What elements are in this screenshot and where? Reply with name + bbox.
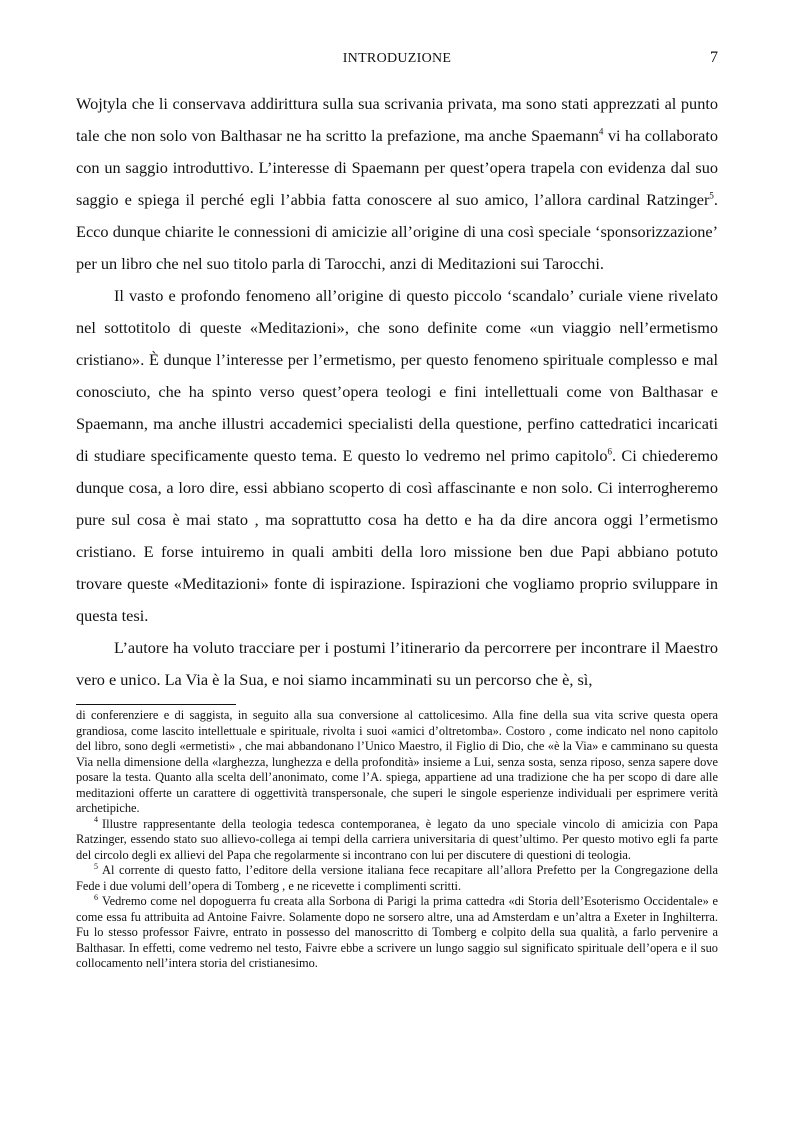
body-text (76, 88, 718, 696)
footnote-6-mark: 6 (94, 892, 98, 902)
paragraph-1-text-c: . Ecco dunque chiarite le connessioni di amicizie all’origine di una così speciale ‘sponsorizzazione’ per un libro che nel suo titolo parla di Tarocchi, anzi di Meditazioni sui Tarocchi. (76, 190, 718, 273)
footnote-ref-5[interactable]: 5 (709, 190, 714, 201)
paragraph-2 (76, 280, 718, 632)
paragraph-2-text-b: . Ci chiederemo dunque cosa, a loro dire, essi abbiano scoperto di così affascinante e non solo. Ci interrogheremo pure sul cosa è mai stato , ma soprattutto cosa ha detto e ha da dire ancora oggi l’ermetismo cristiano. E forse intuiremo in quali ambiti della loro missione ben due Papi abbiano potuto trovare queste «Meditazioni» fonte di ispirazione. Ispirazioni che vogliamo proprio sviluppare in questa tesi. (76, 446, 718, 625)
footnote-separator (76, 704, 236, 705)
footnote-4-mark: 4 (94, 815, 98, 825)
footnote-6 (76, 894, 718, 972)
footnote-5 (76, 863, 718, 894)
paragraph-1-text-a: Wojtyla che li conservava addirittura sulla sua scrivania privata, ma sono stati apprezzati al punto tale che non solo von Balthasar ne ha scritto la prefazione, ma anche Spaemann (76, 94, 718, 145)
paragraph-3: L’autore ha voluto tracciare per i postumi l’itinerario da percorrere per incontrare il Maestro vero e unico. La Via è la Sua, e noi siamo incamminati su un percorso che è, sì, (76, 638, 718, 689)
footnote-ref-4[interactable]: 4 (598, 126, 604, 137)
footnote-5-mark: 5 (94, 861, 98, 871)
paragraph-1-text-b: vi ha collaborato con un saggio introduttivo. L’interesse di Spaemann per quest’opera trapela con evidenza dal suo saggio e spiega il perché egli l’abbia fatta conoscere al suo amico, l’allora cardinal Ratzinger (76, 126, 718, 209)
footnote-5-text: Al corrente di questo fatto, l’editore della versione italiana fece recapitare all’allora Prefetto per la Congregazione della Fede i due volumi dell’opera di Tomberg , e ne ricevette i complimenti scritti. (76, 863, 718, 893)
page-header (76, 49, 718, 69)
footnotes (76, 708, 718, 972)
footnote-4-text: Illustre rappresentante della teologia tedesca contemporanea, è legato da uno speciale vincolo di amicizia con Papa Ratzinger, essendo stato suo allievo-collega ai tempi della carriera universitaria di quest’ultimo. Per questo motivo egli fa parte del circolo degli ex allievi del Papa che regolarmente si incontrano con lui per discutere di questioni di teologia. (76, 816, 718, 862)
footnote-4 (76, 817, 718, 864)
running-title: INTRODUZIONE (342, 51, 452, 66)
paragraph-2-text-a: Il vasto e profondo fenomeno all’origine di questo piccolo ‘scandalo’ curiale viene rivelato nel sottotitolo di queste «Meditazioni», che sono definite come «un viaggio nell’ermetismo cristiano». È dunque l’interesse per l’ermetismo, per questo fenomeno spirituale complesso e mal conosciuto, che ha spinto verso quest’opera teologi e fini intellettuali come von Balthasar e Spaemann, ma anche illustri accademici specialisti della questione, perfino cattedratici incaricati di studiare specificamente questo tema. E questo lo vedremo nel primo capitolo (76, 286, 718, 465)
footnote-6-text: Vedremo come nel dopoguerra fu creata alla Sorbona di Parigi la prima cattedra «di Storia dell’Esoterismo Occidentale» e come essa fu attribuita ad Antoine Faivre. Solamente dopo ne sorsero altre, una ad Amsterdam e un’altra a Exeter in Inghilterra. Fu lo stesso professor Faivre, entrato in possesso del manoscritto di Tomberg e colpito della sua qualità, a farlo pervenire a Balthasar. In effetti, come vedremo nel testo, Faivre ebbe a scrivere un lungo saggio sul significato spirituale dell’opera e il suo collocamento nell’intera storia del cristianesimo. (76, 894, 718, 970)
page-number: 7 (710, 49, 718, 66)
paragraph-1 (76, 88, 718, 280)
footnote-ref-6[interactable]: 6 (607, 446, 613, 457)
footnote-continued: di conferenziere e di saggista, in seguito alla sua conversione al cattolicesimo. Alla fine della sua vita scrive questa opera grandiosa, come lascito intellettuale e spirituale, rivolta i suoi «amici d’oltretomba». Costoro , come indicato nel nono capitolo del libro, sono degli «ermetisti» , che mai abbandonano l’Unico Maestro, il Figlio di Dio, che «è la Via» e camminano su questa Via nella dimensione della «larghezza, lunghezza e della profondità» insieme a Lui, senza sosta, senza riposo, senza sapere dove posare la testa. Quanto alla scelta dell’anonimato, come l’A. spiega, appartiene ad una tradizione che ha per scopo di dare alle meditazioni offerte un carattere di oggettività transpersonale, che superi le singole esperienze individuali per esprimere verità archetipiche. (76, 708, 718, 815)
